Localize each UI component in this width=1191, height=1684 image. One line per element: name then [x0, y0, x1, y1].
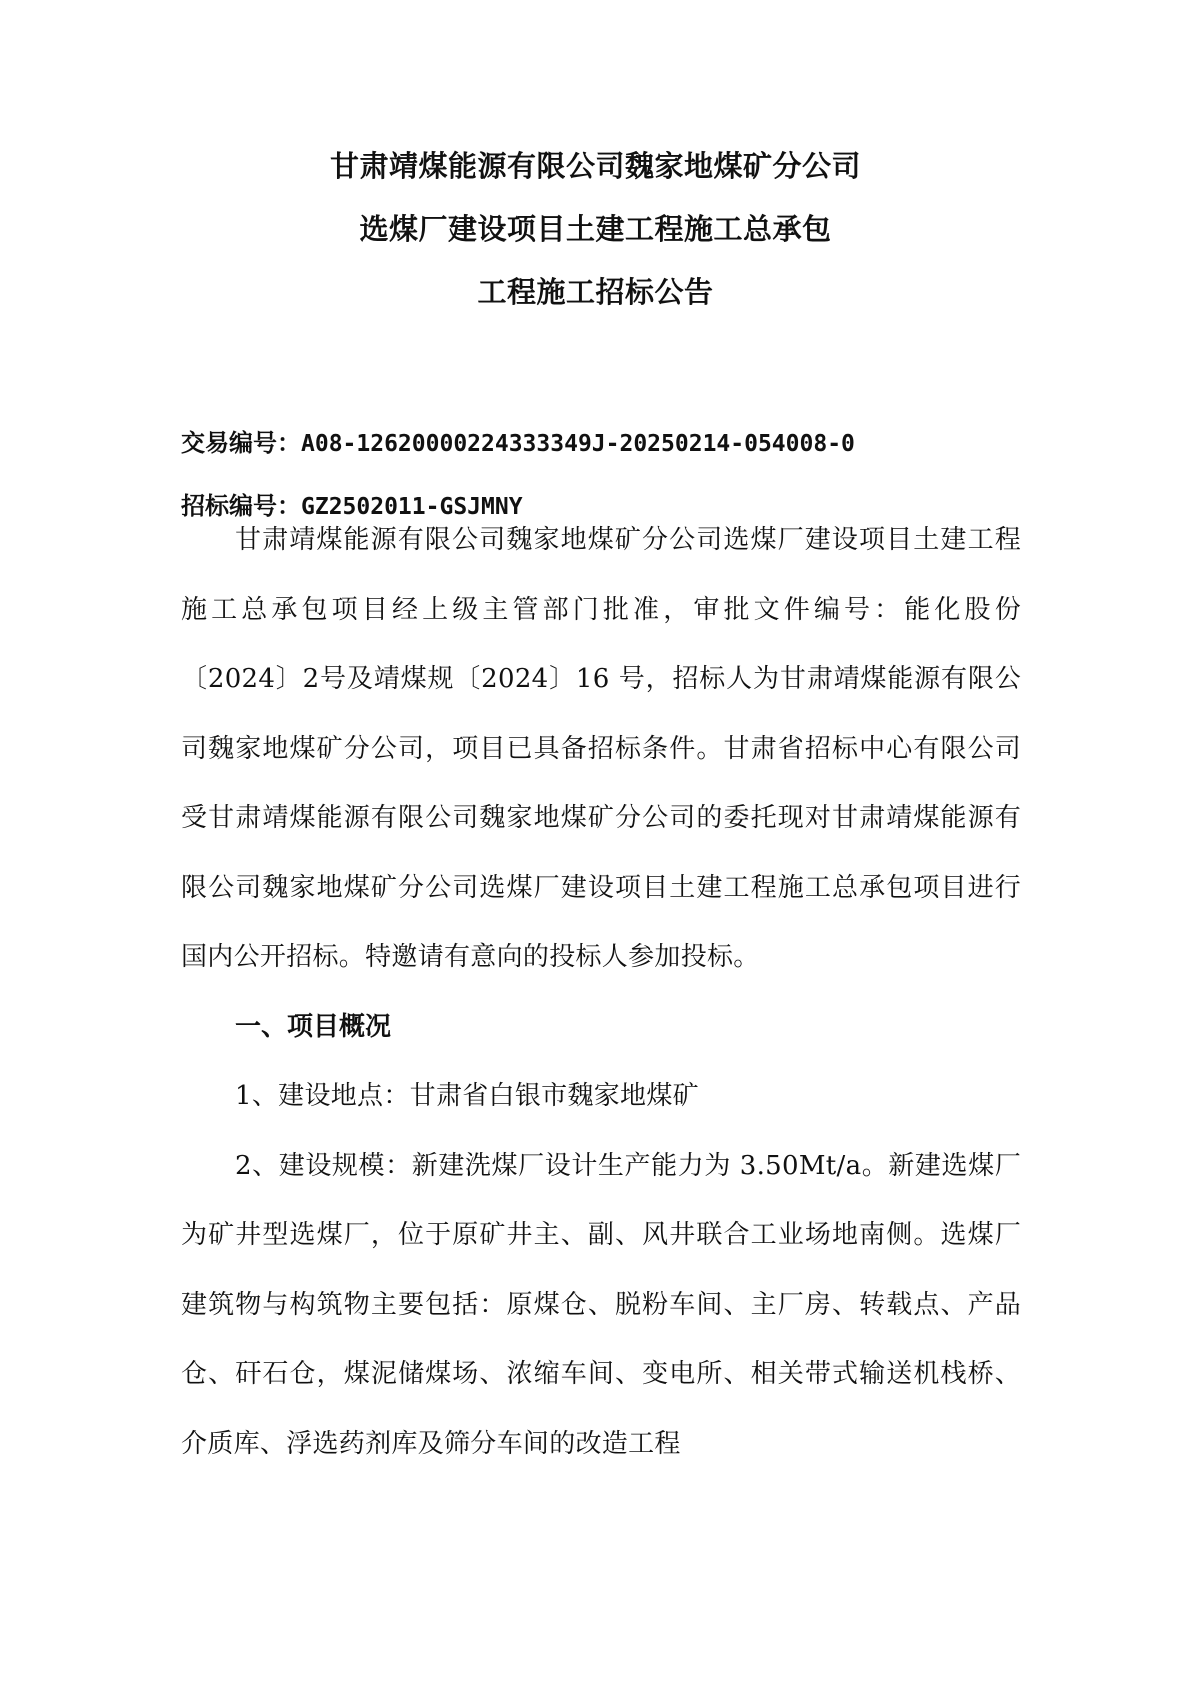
- title-line-1: 甘肃靖煤能源有限公司魏家地煤矿分公司: [329, 149, 861, 183]
- announcement-title: [0, 135, 1191, 324]
- trade-number-value: A08-12620000224333349J-20250214-054008-0: [301, 431, 855, 457]
- trade-number-row: [181, 412, 1031, 475]
- construction-scale-item: 2、建设规模：新建洗煤厂设计生产能力为 3.50Mt/a。新建选煤厂为矿井型选煤厂，位于原矿井主、副、风井联合工业场地南侧。选煤厂建筑物与构筑物主要包括：原煤仓、脱粉车间、主厂房、转载点、产品仓、矸石仓，煤泥储煤场、浓缩车间、变电所、相关带式输送机栈桥、介质库、浮选药剂库及筛分车间的改造工程: [181, 1150, 1021, 1459]
- announcement-body: [181, 506, 1021, 1479]
- bid-number-label: 招标编号：: [181, 492, 301, 520]
- title-line-2: 选煤厂建设项目土建工程施工总承包: [359, 212, 832, 246]
- construction-location-item: 1、建设地点：甘肃省白银市魏家地煤矿: [235, 1081, 699, 1111]
- title-line-3: 工程施工招标公告: [477, 275, 714, 309]
- bid-number-value: GZ2502011-GSJMNY: [301, 494, 523, 520]
- section-heading-project-overview: 一、项目概况: [235, 1011, 392, 1042]
- trade-number-label: 交易编号：: [181, 429, 301, 457]
- intro-paragraph: 甘肃靖煤能源有限公司魏家地煤矿分公司选煤厂建设项目土建工程施工总承包项目经上级主管部门批准，审批文件编号：能化股份〔2024〕2号及靖煤规〔2024〕16 号，招标人为甘肃靖煤能源有限公司魏家地煤矿分公司，项目已具备招标条件。甘肃省招标中心有限公司受甘肃靖煤能源有限公司魏家地煤矿分公司的委托现对甘肃靖煤能源有限公司魏家地煤矿分公司选煤厂建设项目土建工程施工总承包项目进行国内公开招标。特邀请有意向的投标人参加投标。: [181, 525, 1021, 972]
